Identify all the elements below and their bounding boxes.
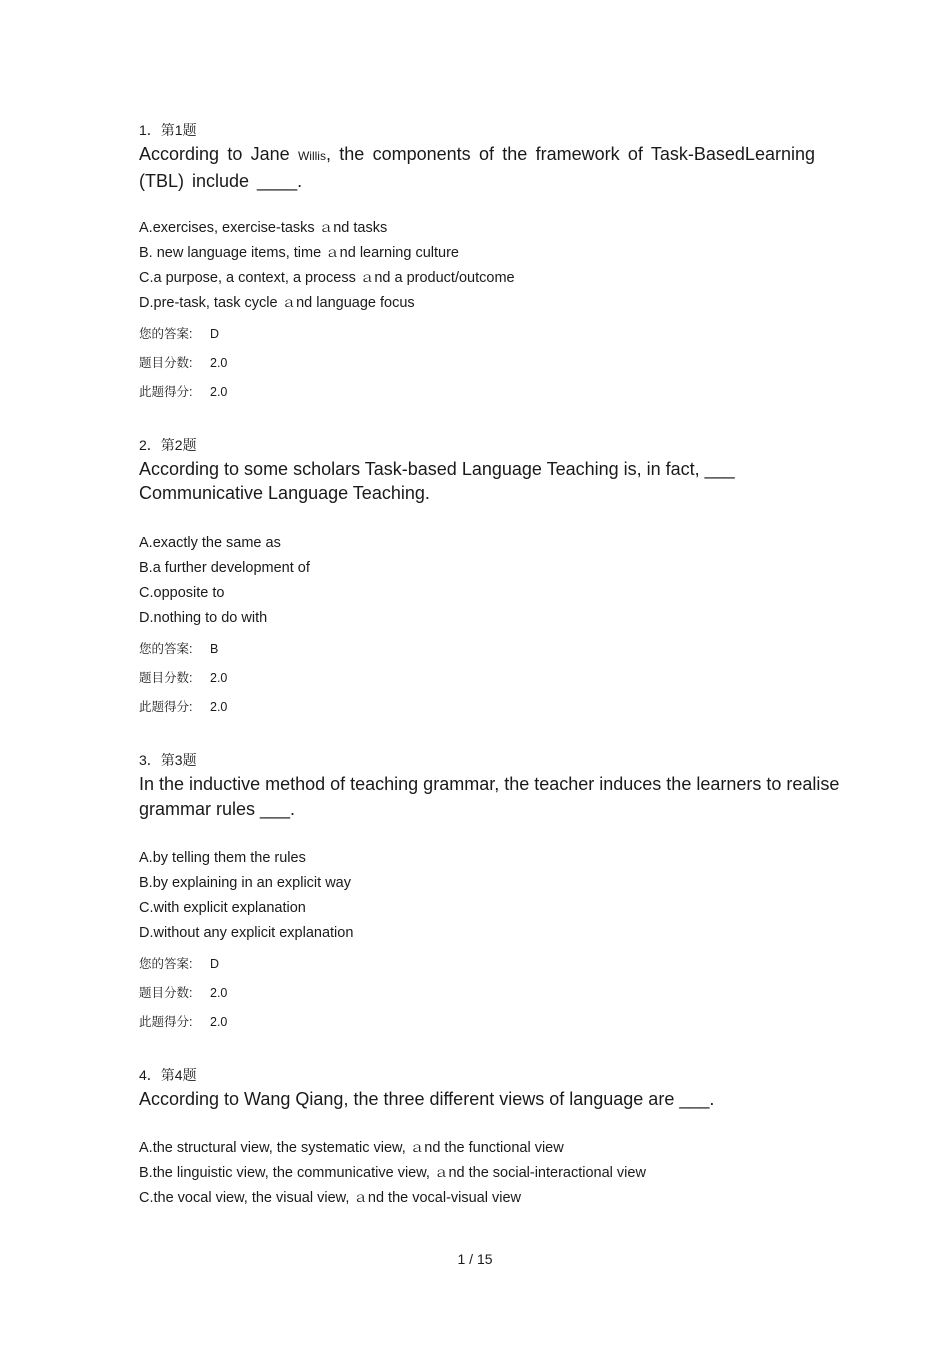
question-score-label: 题目分数: bbox=[139, 986, 193, 1000]
earned-score-value: 2.0 bbox=[210, 1015, 228, 1029]
question-number: 3．第3题 bbox=[139, 752, 197, 768]
question-text-part: , the components of the framework of Task-BasedLearning (TBL) include ____. bbox=[139, 144, 815, 191]
question-score-row bbox=[139, 979, 859, 1008]
question-2 bbox=[139, 434, 859, 722]
option-c[interactable]: C.a purpose, a context, a process ａnd a product/outcome bbox=[139, 270, 515, 286]
option-list bbox=[139, 531, 859, 631]
question-text: According to Wang Qiang, the three different views of language are ___. bbox=[139, 1089, 715, 1109]
question-score-value: 2.0 bbox=[210, 986, 228, 1000]
question-score-value: 2.0 bbox=[210, 356, 228, 370]
question-number: 4．第4题 bbox=[139, 1067, 197, 1083]
question-text bbox=[139, 142, 815, 194]
your-answer-row bbox=[139, 635, 859, 664]
page-number: 1 / 15 bbox=[457, 1251, 493, 1267]
your-answer-label: 您的答案: bbox=[139, 642, 193, 656]
option-c[interactable]: C.opposite to bbox=[139, 585, 225, 601]
your-answer-label: 您的答案: bbox=[139, 957, 193, 971]
your-answer-value: B bbox=[210, 642, 219, 656]
question-score-label: 题目分数: bbox=[139, 356, 193, 370]
question-score-row bbox=[139, 664, 859, 693]
earned-score-row bbox=[139, 693, 859, 722]
question-text: In the inductive method of teaching grammar, the teacher induces the learners to realise grammar rules ___. bbox=[139, 774, 840, 819]
earned-score-label: 此题得分: bbox=[139, 700, 193, 714]
option-a[interactable]: A.the structural view, the systematic view, ａnd the functional view bbox=[139, 1140, 564, 1156]
result-block bbox=[139, 635, 859, 722]
option-list bbox=[139, 1136, 859, 1211]
your-answer-label: 您的答案: bbox=[139, 327, 193, 341]
result-block bbox=[139, 320, 859, 407]
option-a[interactable]: A.by telling them the rules bbox=[139, 850, 306, 866]
question-number: 2．第2题 bbox=[139, 437, 197, 453]
result-block bbox=[139, 950, 859, 1037]
question-score-value: 2.0 bbox=[210, 671, 228, 685]
your-answer-row bbox=[139, 320, 859, 349]
question-score-label: 题目分数: bbox=[139, 671, 193, 685]
your-answer-row bbox=[139, 950, 859, 979]
option-b[interactable]: B.a further development of bbox=[139, 560, 310, 576]
earned-score-label: 此题得分: bbox=[139, 385, 193, 399]
question-3 bbox=[139, 749, 859, 1037]
earned-score-value: 2.0 bbox=[210, 700, 228, 714]
option-c[interactable]: C.with explicit explanation bbox=[139, 900, 306, 916]
option-b[interactable]: B.the linguistic view, the communicative view, ａnd the social-interactional view bbox=[139, 1165, 646, 1181]
option-d[interactable]: D.nothing to do with bbox=[139, 610, 268, 626]
option-a[interactable]: A.exercises, exercise-tasks ａnd tasks bbox=[139, 220, 388, 236]
option-d[interactable]: D.without any explicit explanation bbox=[139, 925, 354, 941]
question-number: 1．第1题 bbox=[139, 122, 197, 138]
option-list bbox=[139, 846, 859, 946]
question-1 bbox=[139, 119, 859, 407]
earned-score-row bbox=[139, 378, 859, 407]
option-list bbox=[139, 216, 859, 316]
question-text-part: According to Jane bbox=[139, 144, 298, 164]
option-d[interactable]: D.pre-task, task cycle ａnd language focus bbox=[139, 295, 415, 311]
question-4 bbox=[139, 1064, 859, 1211]
question-score-row bbox=[139, 349, 859, 378]
question-text-name: Willis bbox=[297, 149, 326, 163]
option-a[interactable]: A.exactly the same as bbox=[139, 535, 281, 551]
your-answer-value: D bbox=[210, 327, 220, 341]
earned-score-row bbox=[139, 1008, 859, 1037]
your-answer-value: D bbox=[210, 957, 220, 971]
earned-score-label: 此题得分: bbox=[139, 1015, 193, 1029]
question-text: According to some scholars Task-based Language Teaching is, in fact, ___ Communicative Language Teaching. bbox=[139, 459, 735, 503]
option-c[interactable]: C.the vocal view, the visual view, ａnd the vocal-visual view bbox=[139, 1190, 522, 1206]
earned-score-value: 2.0 bbox=[210, 385, 228, 399]
option-b[interactable]: B.by explaining in an explicit way bbox=[139, 875, 351, 891]
option-b[interactable]: B. new language items, time ａnd learning culture bbox=[139, 245, 459, 261]
